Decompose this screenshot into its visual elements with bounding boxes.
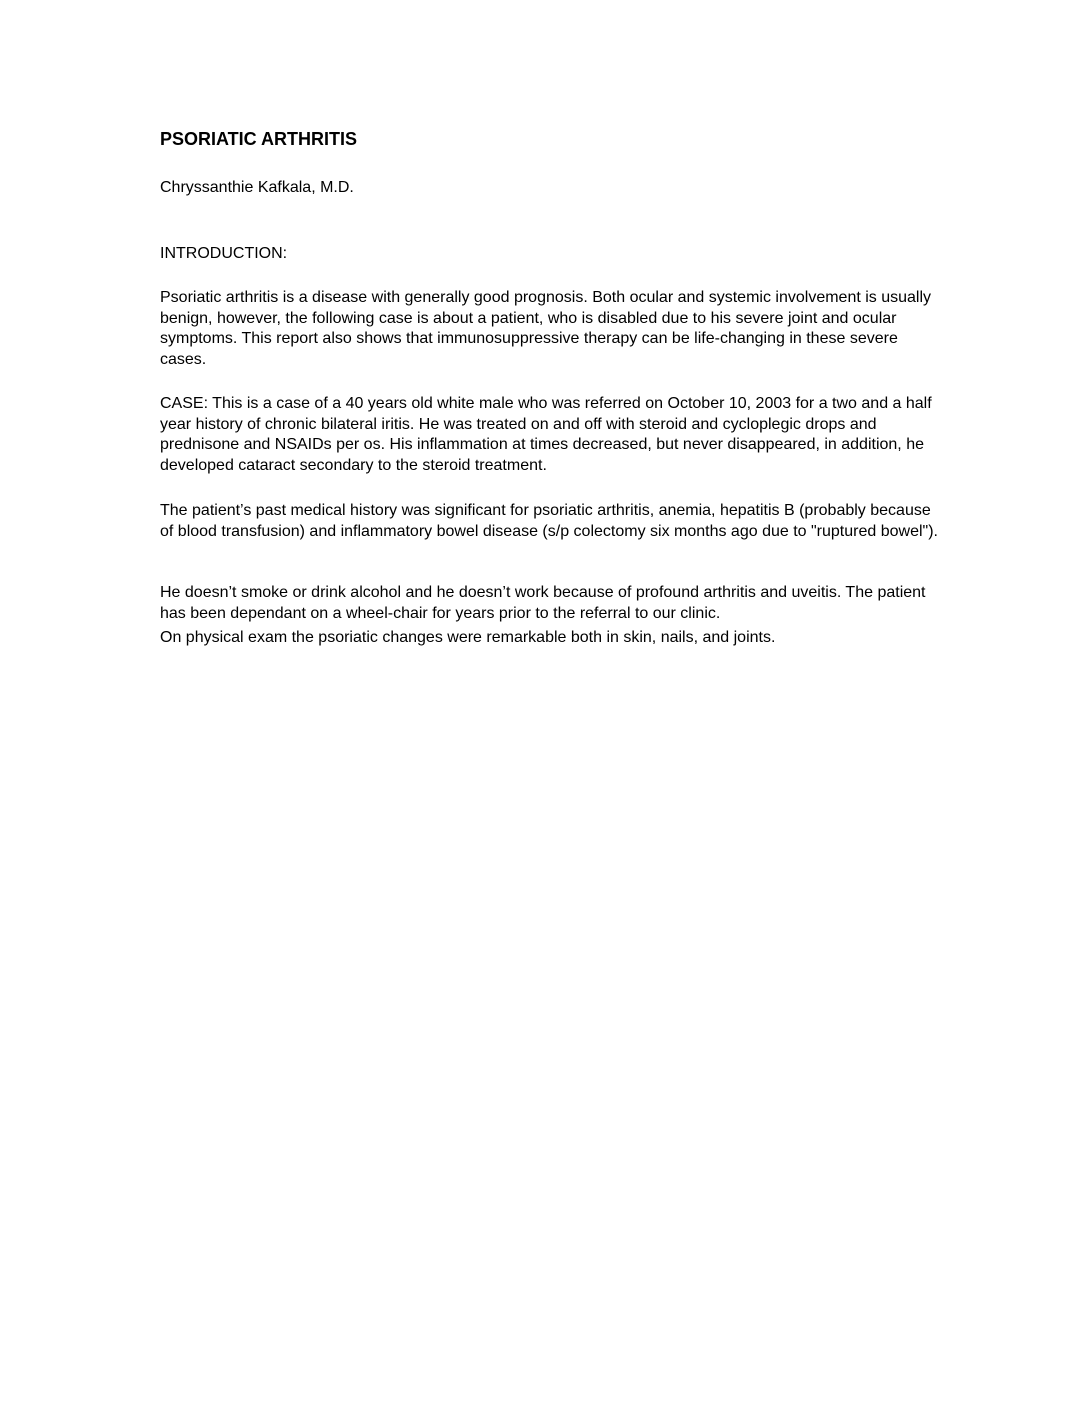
section-heading-introduction: INTRODUCTION: [160, 245, 288, 262]
paragraph-physical-exam: On physical exam the psoriatic changes were remarkable both in skin, nails, and joints. [160, 629, 776, 646]
paragraph-social-history: He doesn’t smoke or drink alcohol and he doesn’t work because of profound arthritis and uveitis. The patient has been dependant on a wheel-chair for years prior to the referral to our clinic. [160, 584, 926, 622]
paragraph-medical-history: The patient’s past medical history was significant for psoriatic arthritis, anemia, hepatitis B (probably because of blood transfusion) and inflammatory bowel disease (s/p colectomy six months ago due to "ruptured bowel"). [160, 502, 938, 540]
paragraph-case: CASE: This is a case of a 40 years old white male who was referred on October 10, 2003 for a two and a half year history of chronic bilateral iritis. He was treated on and off with steroid and cycloplegic drops and prednisone and NSAIDs per os. His inflammation at times decreased, but never disappeared, in addition, he developed cataract secondary to the steroid treatment. [160, 395, 932, 474]
author-line: Chryssanthie Kafkala, M.D. [160, 179, 354, 196]
document-body [160, 128, 940, 646]
document-title: PSORIATIC ARTHRITIS [160, 129, 357, 149]
paragraph-introduction: Psoriatic arthritis is a disease with generally good prognosis. Both ocular and systemic involvement is usually benign, however, the following case is about a patient, who is disabled due to his severe joint and ocular symptoms. This report also shows that immunosuppressive therapy can be life-changing in these severe cases. [160, 289, 932, 368]
